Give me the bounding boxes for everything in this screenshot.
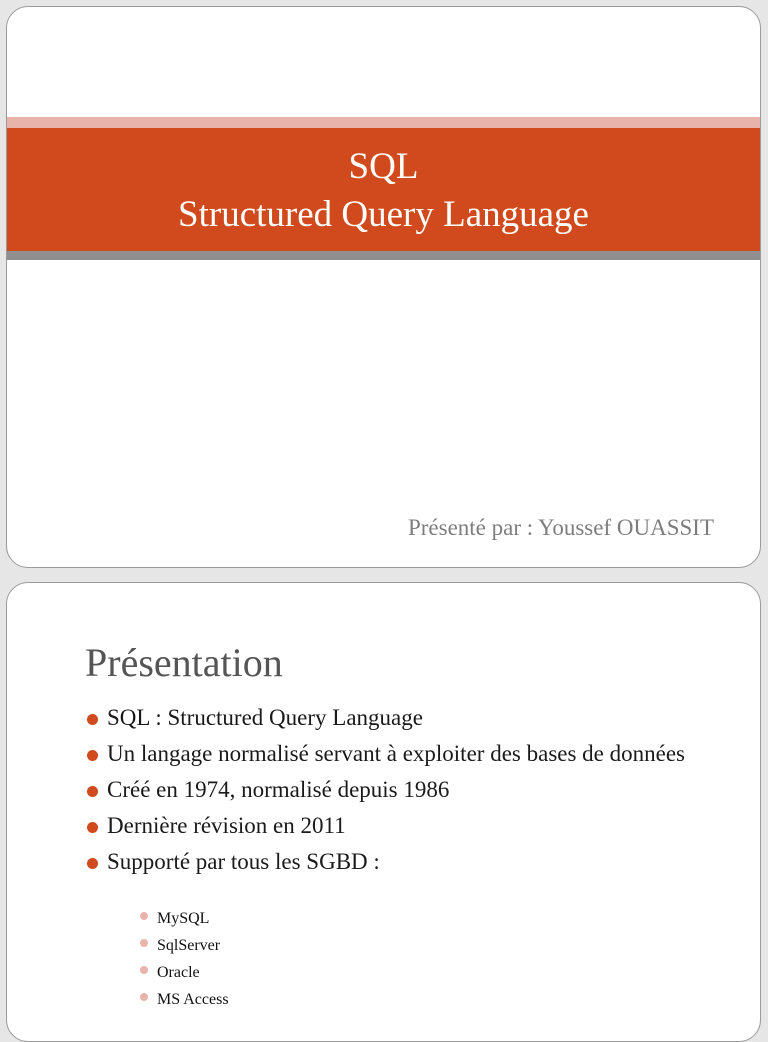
list-item-text: Créé en 1974, normalisé depuis 1986 — [107, 777, 450, 802]
list-item — [85, 703, 725, 733]
bullet-dot-icon — [87, 822, 98, 833]
bullet-dot-icon — [87, 714, 98, 725]
slide-title-line-2: Structured Query Language — [178, 194, 589, 235]
sub-list-item-text: MS Access — [157, 991, 229, 1008]
sub-list-item-text: Oracle — [157, 964, 200, 981]
slide-subtitle: Présenté par : Youssef OUASSIT — [407, 515, 714, 540]
list-item — [85, 811, 725, 841]
sub-list-item — [139, 959, 229, 986]
sub-bullet-list — [139, 905, 229, 1013]
title-band-top-stripe — [7, 117, 760, 128]
list-item-text: Supporté par tous les SGBD : — [107, 849, 380, 874]
sub-bullet-dot-icon — [140, 966, 148, 974]
title-slide — [6, 6, 761, 568]
sub-list-item — [139, 986, 229, 1013]
bullet-dot-icon — [87, 858, 98, 869]
list-item — [85, 847, 725, 877]
title-band-bottom-stripe — [7, 251, 760, 260]
list-item — [85, 739, 725, 769]
list-item — [85, 775, 725, 805]
sub-bullet-dot-icon — [140, 912, 148, 920]
bullet-list — [85, 703, 725, 883]
sub-list-item-text: SqlServer — [157, 937, 221, 954]
sub-list-item-text: MySQL — [157, 910, 210, 927]
sub-bullet-dot-icon — [140, 993, 148, 1001]
list-item-text: Un langage normalisé servant à exploiter des bases de données — [107, 741, 685, 766]
slide-heading: Présentation — [85, 640, 283, 685]
sub-bullet-dot-icon — [140, 939, 148, 947]
slide-title-line-1: SQL — [348, 146, 419, 187]
bullet-dot-icon — [87, 750, 98, 761]
sub-list-item — [139, 932, 229, 959]
bullet-dot-icon — [87, 786, 98, 797]
sub-list-item — [139, 905, 229, 932]
slide-title — [7, 143, 760, 239]
list-item-text: Dernière révision en 2011 — [107, 813, 346, 838]
content-slide — [6, 582, 761, 1042]
list-item-text: SQL : Structured Query Language — [107, 705, 423, 730]
